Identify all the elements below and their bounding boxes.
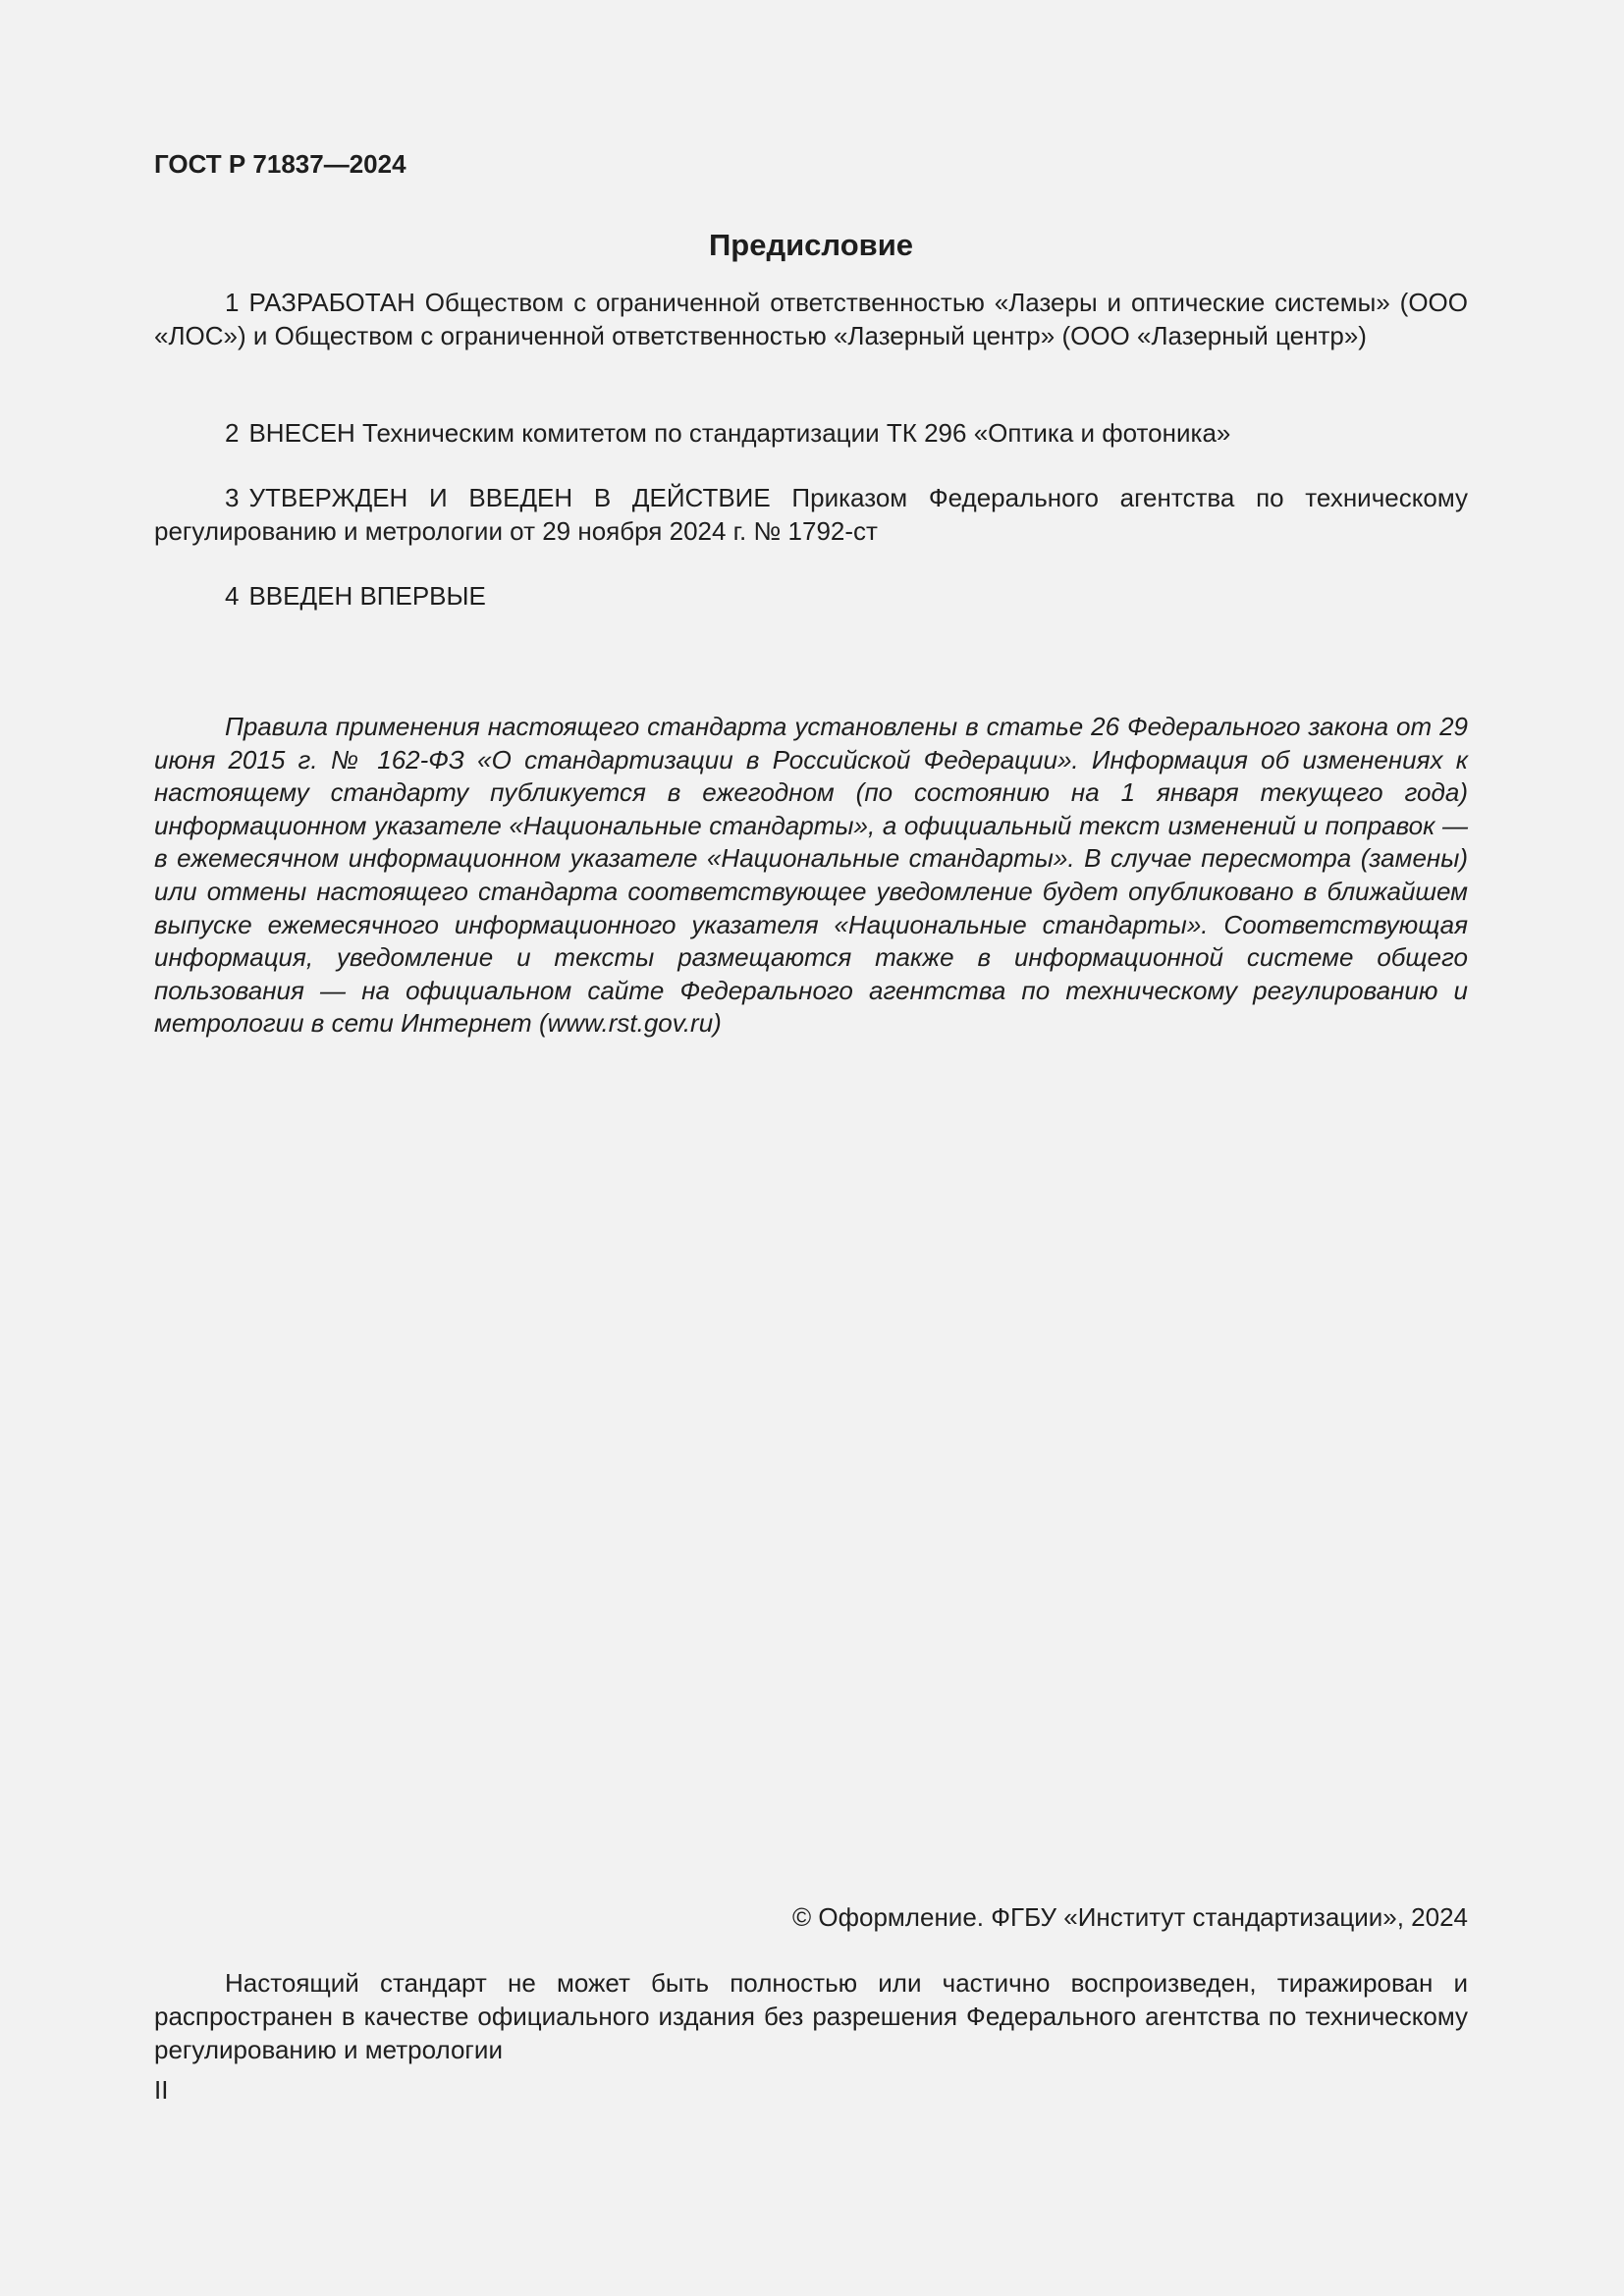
foreword-item-4	[154, 580, 1468, 614]
item-text: РАЗРАБОТАН Обществом с ограниченной ответственностью «Лазеры и оптические системы» (ООО «ЛОС») и Обществом с ограниченной ответственностью «Лазерный центр» (ООО «Лазерный центр»)	[154, 288, 1468, 350]
application-rules-paragraph	[154, 711, 1468, 1041]
item-number: 3	[225, 483, 240, 512]
rules-text: Правила применения настоящего стандарта установлены в статье 26 Федерального закона от 29 июня 2015 г. № 162-ФЗ «О стандартизации в Российской Федерации». Информация об изменениях к настоящему стандарту публикуется в ежегодном (по состоянию на 1 января текущего года) информационном указателе «Национальные стандарты», а официальный текст изменений и поправок — в ежемесячном информационном указателе «Национальные стандарты». В случае пересмотра (замены) или отмены настоящего стандарта соответствующее уведомление будет опубликовано в ближайшем выпуске ежемесячного информационного указателя «Национальные стандарты». Соответствующая информация, уведомление и тексты размещаются также в информационной системе общего пользования — на официальном сайте Федерального агентства по техническому регулированию и метрологии в сети Интернет (www.rst.gov.ru)	[154, 712, 1468, 1039]
foreword-item-3	[154, 482, 1468, 548]
item-text: ВНЕСЕН Техническим комитетом по стандартизации ТК 296 «Оптика и фотоника»	[248, 418, 1231, 448]
item-text: ВВЕДЕН ВПЕРВЫЕ	[248, 581, 486, 611]
foreword-item-1	[154, 287, 1468, 352]
item-number: 2	[225, 418, 240, 448]
reproduction-notice	[154, 1966, 1468, 2066]
item-number: 4	[225, 581, 240, 611]
page-number: II	[154, 2075, 169, 2105]
item-number: 1	[225, 288, 240, 317]
document-code: ГОСТ Р 71837—2024	[154, 149, 406, 179]
notice-text: Настоящий стандарт не может быть полностью или частично воспроизведен, тиражирован и распространен в качестве официального издания без разрешения Федерального агентства по техническому регулированию и метрологии	[154, 1968, 1468, 2064]
copyright-line: © Оформление. ФГБУ «Институт стандартизации», 2024	[792, 1902, 1468, 1932]
foreword-item-2	[154, 417, 1468, 451]
page-title: Предисловие	[708, 228, 913, 262]
item-text: УТВЕРЖДЕН И ВВЕДЕН В ДЕЙСТВИЕ Приказом Федерального агентства по техническому регулированию и метрологии от 29 ноября 2024 г. № 1792-ст	[154, 483, 1468, 546]
